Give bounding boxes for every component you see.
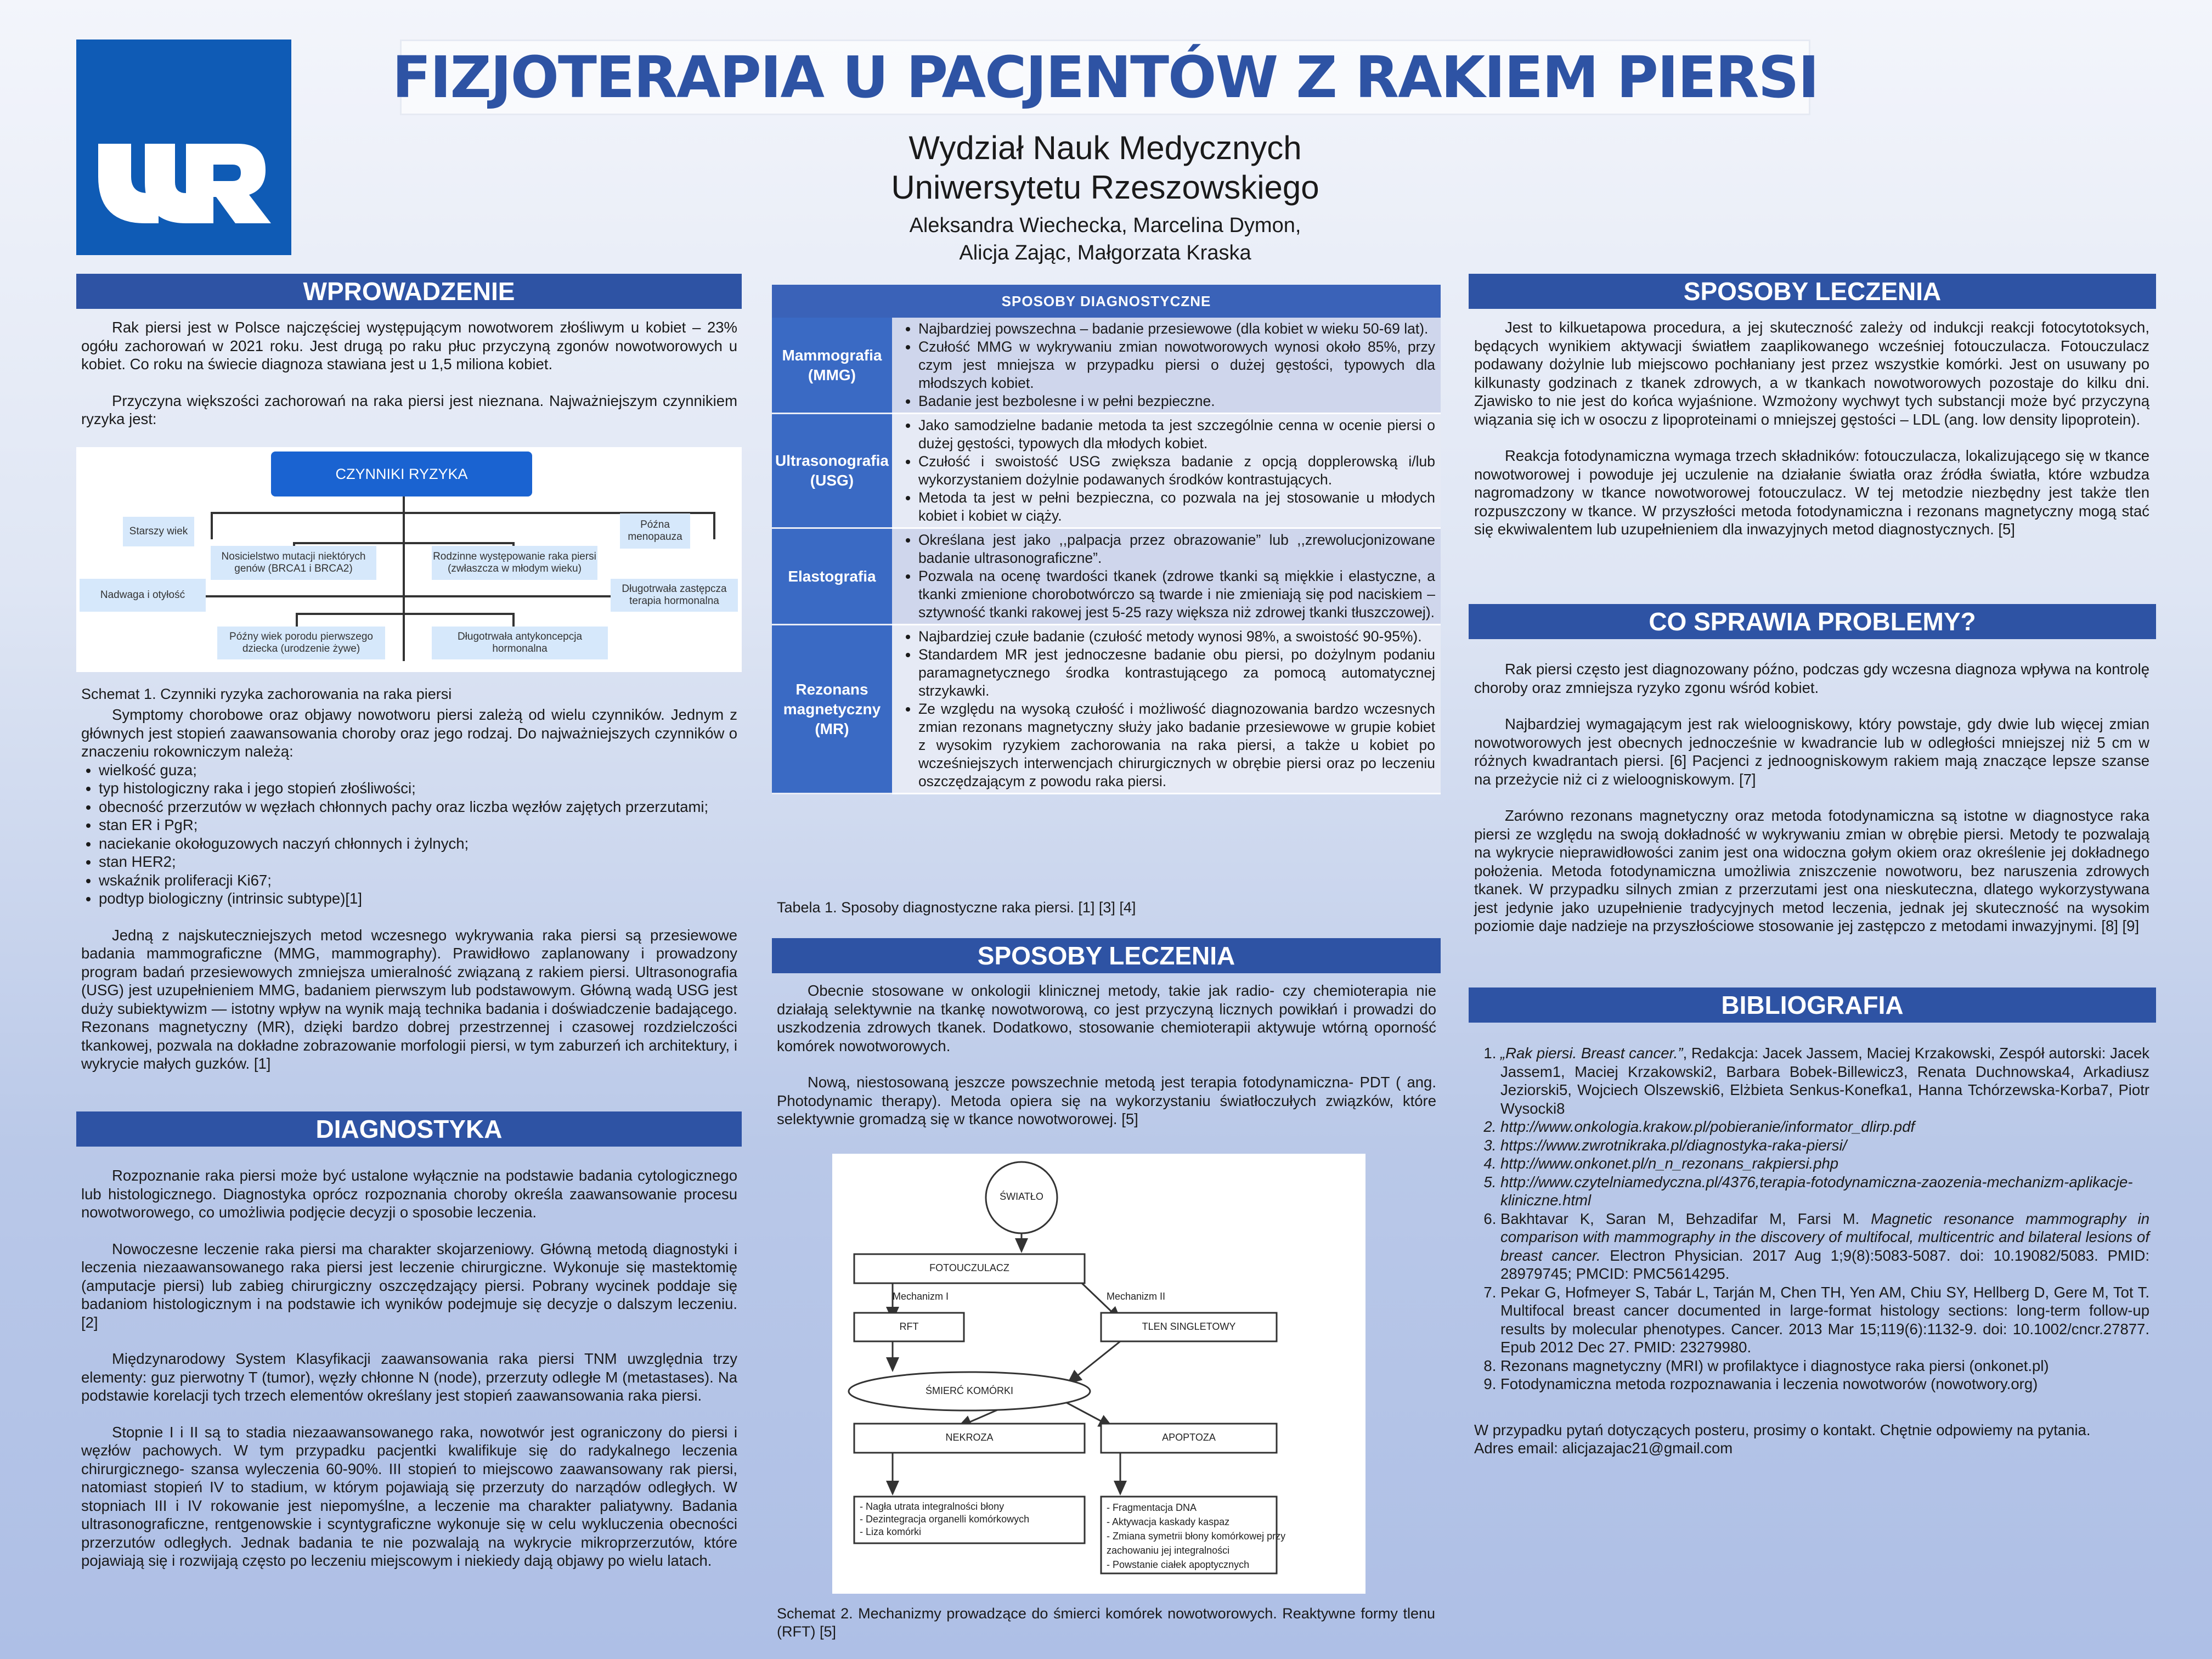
list-item: - Powstanie ciałek apoptycznych: [1107, 1559, 1250, 1570]
bibliography-heading: BIBLIOGRAFIA: [1469, 988, 2156, 1023]
diagnostics-paragraph-4: Stopnie I i II są to stadia niezaawansowanego raka, nowotwór jest ograniczony do piersi i węzłów pachowych. W tym przypadku pacjentki kwalifikuje się do radykalnego leczenia chirurgicznego- szansa wyleczenia 60-90%. III stopień to miejscowo zaawansowany rak piersi, natomiast stopień IV to stadium, w którym pojawiają się przerzuty do narządów odległych. W stopniach III i IV rokowanie jest niepomyślne, a leczenie ma charakter paliatywny. Badania ultrasonograficzne, rentgenowskie i scyntygraficzne wykonuje się w celu wykluczenia obecności przerzutów odległych. Jednak badania te nie pozwalają na wykrycie mikroprzerzutów, które pojawiają się i rozwijają często po leczeniu miejscowym i niekiedy dają objawy po wielu latach.: [81, 1423, 737, 1569]
list-item: 7. Pekar G, Hofmeyer S, Tabár L, Tarján M, Chen TH, Yen AM, Chiu SY, Hellberg D, Gere M, Tot T. Multifocal breast cancer documented in large-format histology sections: long-term follow-up results by molecular phenotypes. Cancer. 2013 Mar 15;119(6):1132-9. doi: 10.1002/cncr.27877. Epub 2012 Dec 27. PMID: 23279980.: [1500, 1283, 2149, 1357]
list-item: - Fragmentacja DNA: [1107, 1502, 1197, 1513]
list-item: 1. „Rak piersi. Breast cancer.”, Redakcja: Jacek Jassem, Maciej Krzakowski, Zespół autorski: Jacek Jassem1, Maciej Krzakowski2, Barbara Bobek-Billewicz3, Renata Duchnowska4, Arkadiusz Jeziorski5, Wojciech Olszewski6, Elżbieta Senkus-Konefka1, Hanna Tchórzewska-Korba7, Piotr Wysocki8: [1500, 1044, 2149, 1118]
faculty-line-2: Uniwersytetu Rzeszowskiego: [891, 169, 1319, 206]
list-item: • podtyp biologiczny (intrinsic subtype)[1]: [99, 889, 737, 908]
treatment-text-right: [1474, 318, 2149, 557]
bibliography: [1474, 1044, 2149, 1458]
problems-text: [1474, 660, 2149, 953]
table-row: [772, 528, 1441, 625]
list-item: • stan HER2;: [99, 853, 737, 871]
treatment-heading-middle: SPOSOBY LECZENIA: [772, 938, 1441, 973]
intro-paragraph-1: Rak piersi jest w Polsce najczęściej występującym nowotworem złośliwym u kobiet – 23% ogółu zachorowań w 2021 roku. Jest drugą po raku płuc przyczyną zgonów nowotworowych u kobiet. Co roku na świecie diagnoza stawiana jest u 1,5 miliona kobiet.: [81, 319, 737, 373]
diagnostic-methods-table: [772, 285, 1441, 794]
screening-paragraph: Jedną z najskuteczniejszych metod wczesnego wykrywania raka piersi są przesiewowe badania mammograficzne (MMG, mammography). Prawidłowo zaplanowany i prowadzony program badań przesiewowych zmniejsza umieralność związaną z rakiem piersi. Ultrasonografia (USG) jest uzupełnieniem MMG, badaniem pierwszym lub podstawowym. Główną wadą USG jest duży subiektywizm — istotny wpływ na wynik mają technika badania i doświadczenie badającego. Rezonans magnetyczny (MR), dzięki bardzo dobrej przestrzennej i czasowej rozdzielczości tkankowej, pozwala na dokładne zobrazowanie morfologii piersi, w tym zaburzeń ich architektury, i wykrycie małych guzków. [1]: [81, 926, 737, 1072]
prognostic-factors-list: [81, 761, 737, 908]
list-item: • Czułość i swoistość USG zwiększa badanie z opcją dopplerowską i/lub wykorzystaniem dożylnie podawanych środków kontrastujących.: [918, 453, 1435, 489]
list-item: - Zmiana symetrii błony komórkowej przy: [1107, 1531, 1286, 1542]
list-item: • naciekanie okołoguzowych naczyń chłonnych i żylnych;: [99, 834, 737, 853]
risk-hormone-therapy: Długotrwała zastępcza terapia hormonalna: [611, 579, 738, 612]
list-item: • obecność przerzutów w węzłach chłonnych pachy oraz liczba węzłów zajętych przerzutami;: [99, 798, 737, 816]
treatment-right-paragraph-2: Reakcja fotodynamiczna wymaga trzech składników: fotouczulacza, lokalizującego się w tkance nowotworowej i powoduje jej uczulenie na działanie światła oraz źródła światła, które wzbudza nagromadzony w tkance nowotworowej fotouczulacz. W tej metodzie niezbędny jest także tlen rozpuszczony w tkance. W przyszłości metoda fotodynamiczna i rezonans magnetyczny mogą stać się ekwiwalentem lub uzupełnieniem dla inwazyjnych metod diagnostycznych. [5]: [1474, 447, 2149, 538]
problems-heading: CO SPRAWIA PROBLEMY?: [1469, 604, 2156, 639]
poster-title: FIZJOTERAPIA U PACJENTÓW Z RAKIEM PIERSI: [392, 44, 1819, 111]
list-item: • Jako samodzielne badanie metoda ta jest szczególnie cenna w ocenie piersi o dużej gęstości, typowych dla młodych kobiet.: [918, 416, 1435, 453]
diagnostics-paragraph-3: Międzynarodowy System Klasyfikacji zaawansowania raka piersi TNM uwzględnia trzy elementy: guz pierwotny T (tumor), węzły chłonne N (node), przerzuty odległe M (metastases). Na podstawie korelacji tych trzech elementów określany jest stopień zaawansowania raka piersi.: [81, 1350, 737, 1404]
university-logo: [76, 40, 291, 255]
list-item: 8. Rezonans magnetyczny (MRI) w profilaktyce i diagnostyce raka piersi (onkonet.pl): [1500, 1357, 2149, 1375]
flow-mechanism-2: Mechanizm II: [1107, 1291, 1166, 1302]
problems-paragraph-2: Najbardziej wymagającym jest rak wieloogniskowy, który powstaje, gdy dwie lub więcej zmian nowotworowych jest obecnych jednocześnie w kwadrancie lub w odległości mniejszej niż 5 cm w różnych kwadrantach piersi. [6] Pacjenci z jednoogniskowym rakiem mają znaczące lepsze szanse na przeżycie niż ci z wieloogniskowym. [7]: [1474, 715, 2149, 788]
risk-late-first-birth: Późny wiek porodu pierwszego dziecka (urodzenie żywe): [217, 627, 385, 659]
treatment-paragraph-1: Obecnie stosowane w onkologii klinicznej metody, takie jak radio- czy chemioterapia nie działają selektywnie na tkankę nowotworową, co jest przyczyną licznych powikłań i prowadzi do uszkodzenia zdrowych tkanek. Dodatkowo, stosowanie chemioterapii aktywuje wtórną oporność komórek nowotworowych.: [777, 982, 1436, 1054]
risk-factors-title: CZYNNIKI RYZYKA: [271, 452, 532, 496]
list-item: • Ze względu na wysoką czułość i możliwość diagnozowania bardzo wczesnych zmian rezonans magnetyczny służy jako badanie przesiewowe w grupie kobiet z wysokim ryzykiem zachorowania na raka piersi, a także u kobiet po wcześniejszych interwencjach chirurgicznych w obrębie piersi oraz po leczeniu oszczędzającym z powodu raka piersi.: [918, 700, 1435, 791]
schema-1-caption: Schemat 1. Czynniki ryzyka zachorowania na raka piersi: [81, 686, 452, 702]
list-item: - Liza komórki: [860, 1526, 922, 1537]
list-item: • Metoda ta jest w pełni bezpieczna, co pozwala na jej stosowanie u młodych kobiet i kobiet w ciąży.: [918, 489, 1435, 525]
table-row-label: Ultrasonografia (USG): [772, 414, 892, 528]
table-header: SPOSOBY DIAGNOSTYCZNE: [772, 285, 1441, 318]
list-item: • Czułość MMG w wykrywaniu zmian nowotworowych wynosi około 85%, przy czym jest mniejsza w przypadku piersi o dużej gęstości, typowych dla młodszych kobiet.: [918, 338, 1435, 392]
list-item: • Określana jest jako ,,palpacja przez obrazowanie” lub ,,zrewolucjonizowane badanie ultrasonograficzne”.: [918, 531, 1435, 567]
table-row: [772, 625, 1441, 794]
treatment-text-middle: [777, 981, 1436, 1147]
contact-info: [1474, 1421, 2149, 1458]
flow-rft: RFT: [899, 1321, 919, 1332]
flow-apoptosis-details: [1107, 1500, 1285, 1572]
table-row-label: Mammografia (MMG): [772, 318, 892, 414]
table-1-caption: Tabela 1. Sposoby diagnostyczne raka piersi. [1] [3] [4]: [777, 899, 1136, 916]
list-item: • Pozwala na ocenę twardości tkanek (zdrowe tkanki są miękkie i elastyczne, a tkanki zmienione chorobotwórczo są twarde i nie zmieniają się pod naciskiem – sztywność tkanki rakowej jest 5-25 razy większa niż zdrowej tkanki tłuszczowej).: [918, 567, 1435, 622]
bibliography-link[interactable]: 2. http://www.onkologia.krakow.pl/pobieranie/informator_dlirp.pdf: [1500, 1118, 2149, 1136]
treatment-right-paragraph-1: Jest to kilkuetapowa procedura, a jej skuteczność zależy od indukcji reakcji fotocytotoksych, będących wynikiem aktywacji światłem zaaplikowanego wcześniej fotouczulacza. Fotouczulacz podawany dożylnie lub miejscowo pochłaniany jest przez wszystkie komórki. Jest on usuwany po kilkunasty godzinach z tkanek zdrowych, a w tkankach nowotworowych pozostaje do kilku dni. Zjawisko to nie jest do końca wyjaśnione. Wzmożony wychwyt tych substancji może być przyczyną wiązania się ich w osoczu z lipoproteinami o mniejszej gęstości – LDL (ang. low density lipoprotein).: [1474, 319, 2149, 428]
faculty-line-1: Wydział Nauk Medycznych: [909, 129, 1302, 166]
risk-older-age: Starszy wiek: [123, 517, 194, 546]
flow-apoptosis: APOPTOZA: [1162, 1432, 1216, 1443]
risk-late-menopause: Późna menopauza: [620, 514, 690, 549]
poster-title-box: [392, 40, 1819, 115]
risk-factors-diagram: [76, 447, 742, 672]
list-item: • stan ER i PgR;: [99, 816, 737, 834]
list-item: zachowaniu jej integralności: [1107, 1545, 1230, 1556]
diagnostics-text: [81, 1166, 737, 1588]
intro-text: [81, 318, 737, 447]
list-item: • typ histologiczny raka i jego stopień złośliwości;: [99, 779, 737, 798]
diagnostics-paragraph-2: Nowoczesne leczenie raka piersi ma charakter skojarzeniowy. Główną metodą diagnostyki i leczenia niezaawansowanego raka piersi jest leczenie chirurgiczne. Wykonuje się mastektomię (amputacje piersi) lub zabieg chirurgiczny oszczędzający piersi. Pobrany wycinek poddaje się badaniom histologicznym i na podstawie ich wyników podejmuje się decyzje o dalszym leczeniu. [2]: [81, 1240, 737, 1331]
table-row: [772, 318, 1441, 414]
list-item: - Nagła utrata integralności błony: [860, 1501, 1005, 1512]
list-item: • wielkość guza;: [99, 761, 737, 780]
risk-brca: Nosicielstwo mutacji niektórych genów (BRCA1 i BRCA2): [211, 546, 376, 580]
risk-family-history: Rodzinne występowanie raka piersi (zwłaszcza w młodym wieku): [432, 546, 597, 580]
list-item: • wskaźnik proliferacji Ki67;: [99, 871, 737, 890]
list-item: • Standardem MR jest jednoczesne badanie obu piersi, po dożylnym podaniu paramagnetycznego środka kontrastującego za pomocą automatycznej strzykawki.: [918, 646, 1435, 700]
faculty: [400, 128, 1810, 207]
list-item: - Aktywacja kaskady kaspaz: [1107, 1516, 1230, 1527]
list-item: - Dezintegracja organelli komórkowych: [860, 1514, 1030, 1525]
bibliography-link[interactable]: 3. https://www.zwrotnikraka.pl/diagnostyka-raka-piersi/: [1500, 1136, 2149, 1155]
contact-line-1: W przypadku pytań dotyczących posteru, prosimy o kontakt. Chętnie odpowiemy na pytania.: [1474, 1421, 2091, 1438]
table-row-label: Rezonans magnetyczny (MR): [772, 625, 892, 794]
cell-death-diagram: [832, 1154, 1365, 1594]
flow-necrosis-details: [860, 1500, 1029, 1538]
table-row-label: Elastografia: [772, 528, 892, 625]
intro-paragraph-2: Przyczyna większości zachorowań na raka piersi jest nieznana. Najważniejszym czynnikiem ryzyka jest:: [81, 392, 737, 427]
contact-email[interactable]: Adres email: alicjazajac21@gmail.com: [1474, 1440, 1733, 1457]
flow-singlet-oxygen: TLEN SINGLETOWY: [1142, 1321, 1236, 1332]
list-item: • Najbardziej czułe badanie (czułość metody wynosi 98%, a swoistość 90-95%).: [918, 628, 1435, 646]
authors-line-1: Aleksandra Wiechecka, Marcelina Dymon,: [909, 214, 1301, 237]
bibliography-link[interactable]: 4. http://www.onkonet.pl/n_n_rezonans_rakpiersi.php: [1500, 1154, 2149, 1173]
authors-line-2: Alicja Zając, Małgorzata Kraska: [959, 241, 1251, 264]
bibliography-link[interactable]: 5. http://www.czytelniamedyczna.pl/4376,terapia-fotodynamiczna-zaozenia-mechanizm-aplikacje-kliniczne.html: [1500, 1173, 2149, 1210]
intro-heading: WPROWADZENIE: [76, 274, 742, 309]
flow-necrosis: NEKROZA: [945, 1432, 994, 1443]
bibliography-list: [1474, 1044, 2149, 1393]
list-item: • Badanie jest bezbolesne i w pełni bezpieczne.: [918, 392, 1435, 410]
problems-paragraph-3: Zarówno rezonans magnetyczny oraz metoda fotodynamiczna są istotne w diagnostyce raka piersi ze względu na swoją dokładność w wykrywaniu zmian w obrębie piersi. Metody te pozwalają na wykrycie nieprawidłowości zanim jest ona widoczna gołym okiem oraz określenie jej dokładnego położenia. Metoda fotodynamiczna umożliwia zniszczenie nowotworu, bez naruszenia zdrowych tkanek. W przypadku silnych zmian z przerzutami jest ona nieskuteczna, dlatego wykorzystywana jest jedynie jako uzupełnienie tradycyjnych metod leczenia, jednak jej skuteczność na wysokim poziomie daje nadzieje na przyszłościowe stosowanie jej zastępczo z metodami inwazyjnymi. [8] [9]: [1474, 807, 2149, 934]
problems-paragraph-1: Rak piersi często jest diagnozowany późno, podczas gdy wczesna diagnoza wpływa na kontrolę choroby oraz zmniejsza ryzyko zgonu wśród kobiet.: [1474, 661, 2149, 696]
flow-photosensitizer: FOTOUCZULACZ: [929, 1262, 1009, 1273]
flow-mechanism-1: Mechanizm I: [893, 1291, 949, 1302]
ur-logo-icon: [76, 40, 291, 255]
diagnostics-paragraph-1: Rozpoznanie raka piersi może być ustalone wyłącznie na podstawie badania cytologicznego lub histologicznego. Diagnostyka oprócz rozpoznania choroby określa zaawansowanie procesu nowotworowego, co umożliwia podjęcie decyzji o sposobie leczenia.: [81, 1167, 737, 1221]
flow-light: ŚWIATŁO: [1000, 1191, 1043, 1202]
list-item: 6. Bakhtavar K, Saran M, Behzadifar M, Farsi M. Magnetic resonance mammography in comparison with mammography in the discovery of multifocal, multicentric and bilateral lesions of breast cancer. Electron Physician. 2017 Aug 1;9(8):5083-5087. doi: 10.19082/5083. PMID: 28979745; PMCID: PMC5614295.: [1500, 1210, 2149, 1283]
list-item: 9. Fotodynamiczna metoda rozpoznawania i leczenia nowotworów (nowotwory.org): [1500, 1375, 2149, 1393]
treatment-heading-right: SPOSOBY LECZENIA: [1469, 274, 2156, 309]
schema-2-caption: Schemat 2. Mechanizmy prowadzące do śmierci komórek nowotworowych. Reaktywne formy tlenu (RFT) [5]: [777, 1605, 1435, 1640]
risk-obesity: Nadwaga i otyłość: [80, 579, 206, 612]
authors: [400, 212, 1810, 267]
flow-cell-death: ŚMIERĆ KOMÓRKI: [925, 1385, 1013, 1396]
diagnostics-heading: DIAGNOSTYKA: [76, 1111, 742, 1147]
table-row: [772, 414, 1441, 528]
symptoms-paragraph: Symptomy chorobowe oraz objawy nowotworu piersi zależą od wielu czynników. Jednym z głównych jest stopień zaawansowania choroby oraz jego rodzaj. Do najważniejszych czynników o znaczeniu rokowniczym należą:: [81, 706, 737, 760]
list-item: • Najbardziej powszechna – badanie przesiewowe (dla kobiet w wieku 50-69 lat).: [918, 320, 1435, 338]
symptoms-text: [81, 706, 737, 1091]
treatment-paragraph-2: Nową, niestosowaną jeszcze powszechnie metodą jest terapia fotodynamiczna- PDT ( ang. Photodynamic therapy). Metoda opiera się na wykorzystaniu światłoczułych związków, które selektywnie gromadzą się w tkance nowotworowej. [5]: [777, 1074, 1436, 1127]
risk-contraception: Długotrwała antykoncepcja hormonalna: [432, 627, 608, 659]
